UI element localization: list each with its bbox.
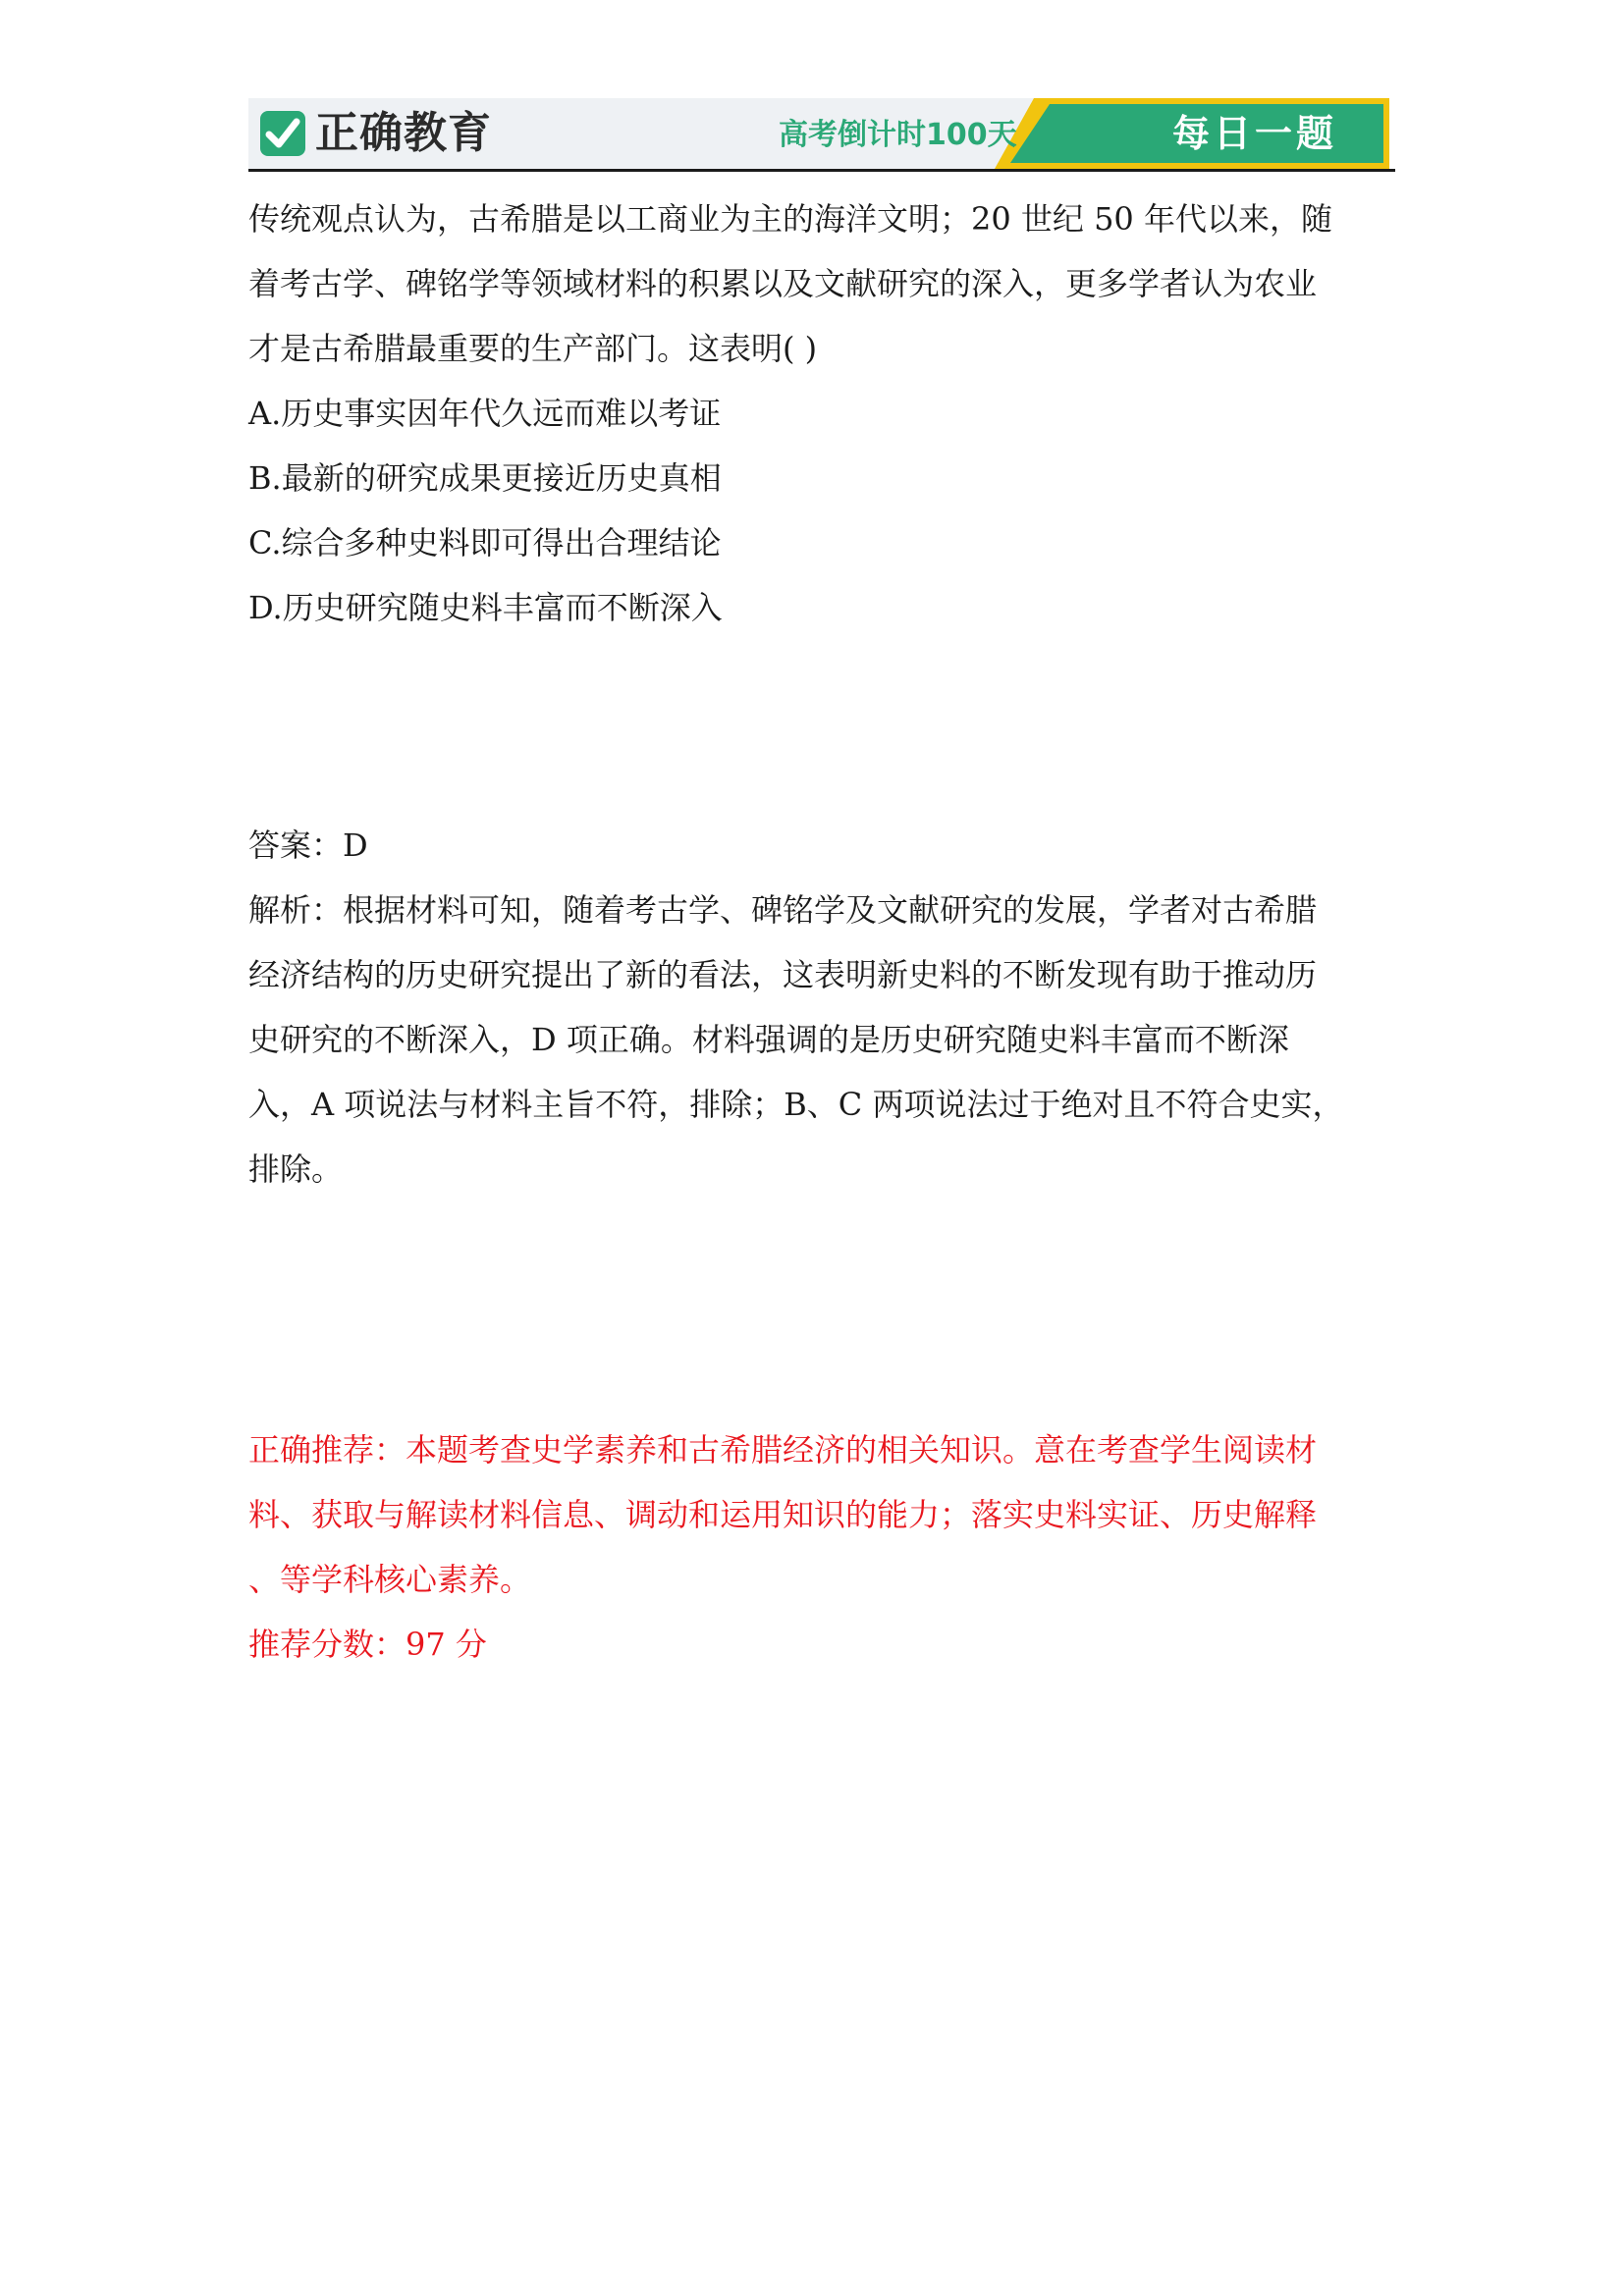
question-section [248,187,1387,640]
option-d: D.历史研究随史料丰富而不断深入 [248,589,723,626]
answer-section [248,813,1387,1201]
analysis-line: 入，A 项说法与材料主旨不符，排除；B、C 两项说法过于绝对且不符合史实， [248,1086,1344,1123]
option-b: B.最新的研究成果更接近历史真相 [248,459,722,497]
analysis-line: 经济结构的历史研究提出了新的看法，这表明新史料的不断发现有助于推动历 [248,956,1318,993]
countdown-label: 高考倒计时100天 [779,118,1017,152]
option-c: C.综合多种史料即可得出合理结论 [248,524,722,561]
header-divider [248,169,1395,172]
recommendation-line: 料、获取与解读材料信息、调动和运用知识的能力；落实史料实证、历史解释 [248,1496,1318,1533]
header-banner [248,98,1389,169]
question-stem-line: 着考古学、碑铭学等领域材料的积累以及文献研究的深入，更多学者认为农业 [248,265,1318,302]
recommendation-section [248,1417,1387,1677]
document-body [248,187,1387,1677]
recommendation-line: 正确推荐：本题考查史学素养和古希腊经济的相关知识。意在考查学生阅读材 [248,1431,1318,1468]
brand-name: 正确教育 [315,108,492,158]
question-stem-line: 才是古希腊最重要的生产部门。这表明( ) [248,330,818,367]
answer-line: 答案：D [248,827,368,864]
recommended-score: 推荐分数：97 分 [248,1626,487,1663]
question-stem-line: 传统观点认为，古希腊是以工商业为主的海洋文明；20 世纪 50 年代以来，随 [248,200,1332,238]
analysis-line: 史研究的不断深入，D 项正确。材料强调的是历史研究随史料丰富而不断深 [248,1021,1289,1058]
checkmark-icon [260,111,305,156]
analysis-line: 排除。 [248,1150,344,1188]
recommendation-line: 、等学科核心素养。 [248,1561,532,1598]
analysis-line: 解析：根据材料可知，随着考古学、碑铭学及文献研究的发展，学者对古希腊 [248,891,1318,929]
daily-question-label: 每日一题 [1171,112,1337,155]
option-a: A.历史事实因年代久远而难以考证 [248,395,722,432]
